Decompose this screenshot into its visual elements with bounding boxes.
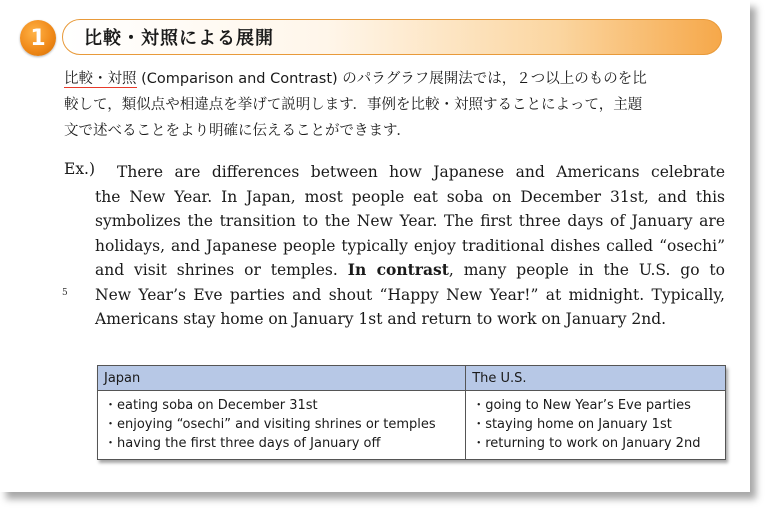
example-label: Ex.) bbox=[64, 160, 96, 178]
list-item: ・going to New Year’s Eve parties bbox=[472, 398, 691, 413]
comparison-table bbox=[97, 365, 726, 460]
intro-paragraph bbox=[64, 66, 728, 144]
list-item: ・having the first three days of January off bbox=[104, 436, 381, 451]
table-cell-japan bbox=[98, 391, 466, 460]
list-item: ・staying home on January 1st bbox=[472, 417, 672, 432]
intro-line: 文で述べることをより明確に伝えることができます． bbox=[64, 123, 411, 139]
example-paragraph bbox=[95, 160, 725, 332]
example-line: symbolizes the transition to the New Year. The first three days of January are bbox=[95, 212, 725, 230]
intro-line: 比較・対照 (Comparison and Contrast) のパラグラフ展開法では，２つ以上のものを比 bbox=[64, 71, 647, 87]
example-line: and visit shrines or temples. In contrast, many people in the U.S. go to bbox=[95, 260, 725, 279]
example-line: holidays, and Japanese people typically enjoy traditional dishes called “osechi” bbox=[95, 236, 725, 255]
example-line: There are differences between how Japanese and Americans celebrate bbox=[117, 163, 725, 181]
example-line: Americans stay home on January 1st and return to work on January 2nd. bbox=[95, 310, 667, 328]
intro-line: 較して，類似点や相違点を挙げて説明します．事例を比較・対照することによって，主題 bbox=[64, 97, 643, 113]
emphasis-in-contrast: In contrast bbox=[347, 260, 449, 279]
table-header-japan: Japan bbox=[98, 366, 466, 391]
list-item: ・eating soba on December 31st bbox=[104, 398, 318, 413]
example-line: the New Year. In Japan, most people eat soba on December 31st, and this bbox=[95, 187, 725, 206]
list-item: ・enjoying “osechi” and visiting shrines or temples bbox=[104, 417, 436, 432]
intro-term: 比較・対照 bbox=[64, 71, 137, 87]
table-header-row bbox=[98, 366, 726, 391]
example-line: New Year’s Eve parties and shout “Happy New Year!” at midnight. Typically, bbox=[95, 285, 725, 304]
list-item: ・returning to work on January 2nd bbox=[472, 436, 701, 451]
section-number-badge: 1 bbox=[20, 20, 56, 56]
table-row bbox=[98, 391, 726, 460]
table-cell-us bbox=[466, 391, 726, 460]
section-title: 比較・対照による展開 bbox=[84, 28, 274, 49]
line-number: 5 bbox=[62, 288, 68, 298]
table-header-us: The U.S. bbox=[466, 366, 726, 391]
